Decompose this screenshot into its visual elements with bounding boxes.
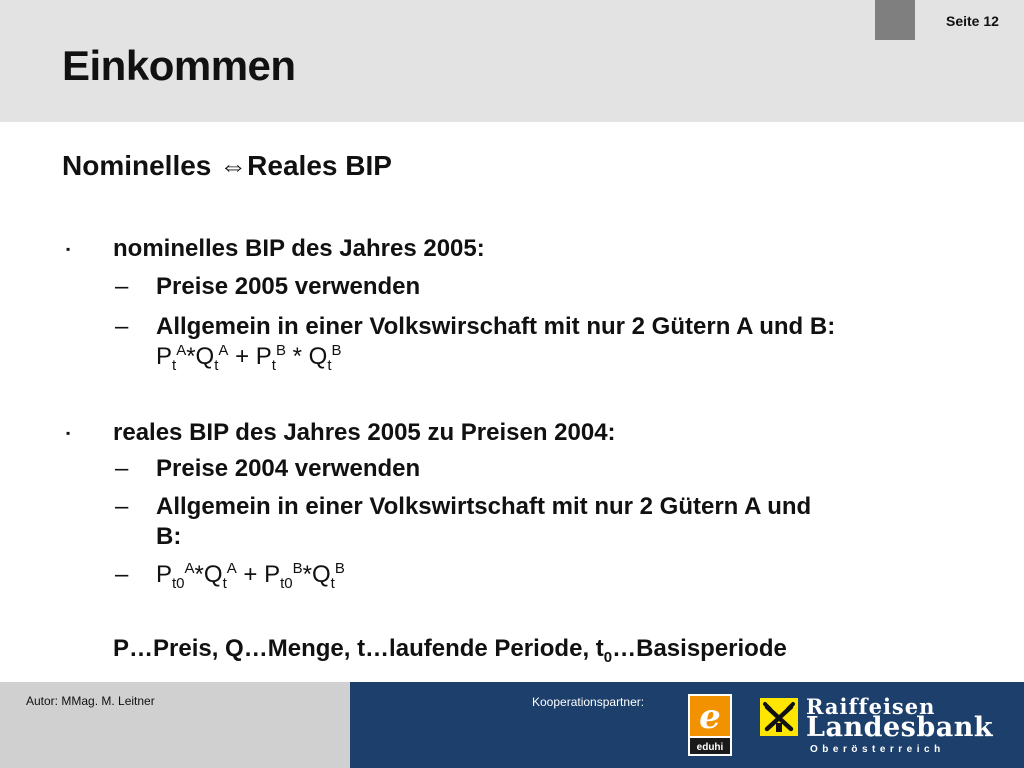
slide-header <box>0 0 1024 122</box>
bullet-2-sub-1: Preise 2004 verwenden <box>156 455 421 482</box>
variable-legend: P…Preis, Q…Menge, t…laufende Periode, $t_0\dots Basisperiode$ <box>113 635 787 666</box>
subtitle-left: Nominelles <box>62 150 212 181</box>
corner-decoration <box>875 0 915 40</box>
footer-author-panel <box>0 682 350 768</box>
eduhi-logo <box>688 694 732 756</box>
bullet-2-sub-2-line-2: B: <box>156 523 182 550</box>
author-label: Autor: MMag. M. Leitner <box>26 694 155 708</box>
bullet-2-text: reales BIP des Jahres 2005 zu Preisen 2004: <box>113 419 616 446</box>
dash-marker-icon: – <box>115 313 129 340</box>
cooperation-partner-label: Kooperationspartner: <box>532 695 645 709</box>
rlb-region: Oberösterreich <box>810 744 945 755</box>
bullet-2-sub-2-line-1: Allgemein in einer Volkswirtschaft mit nur 2 Gütern A und <box>156 493 812 520</box>
slide-footer <box>0 682 1024 768</box>
bullet-marker-icon: ▪ <box>66 242 71 256</box>
svg-text:eduhi: eduhi <box>696 742 724 753</box>
bullet-marker-icon: ▪ <box>66 426 71 440</box>
footer-partner-panel <box>350 682 1024 768</box>
rlb-name-line-2: Landesbank <box>806 712 994 743</box>
svg-text:e: e <box>699 697 721 737</box>
formula-real: $P_{t0}^A*Q_t^A + P_{t0}^B*Q_t^B$ <box>156 560 345 592</box>
raiffeisen-gable-cross-icon <box>760 698 798 736</box>
raiffeisen-landesbank-logo <box>760 696 1000 758</box>
subtitle-right: Reales BIP <box>247 150 392 181</box>
slide-content <box>0 122 1024 682</box>
dash-marker-icon: – <box>115 561 129 588</box>
dash-marker-icon: – <box>115 493 129 520</box>
bullet-1-sub-1: Preise 2005 verwenden <box>156 273 421 300</box>
bullet-1-sub-2: Allgemein in einer Volkswirschaft mit nur 2 Gütern A und B: <box>156 313 836 340</box>
slide-subtitle <box>62 150 392 182</box>
page-number: Seite 12 <box>946 13 999 29</box>
dash-marker-icon: – <box>115 455 129 482</box>
rlb-name-line-1: Raiffeisen <box>806 694 936 719</box>
slide-title: Einkommen <box>62 42 296 89</box>
bullet-1-text: nominelles BIP des Jahres 2005: <box>113 235 485 262</box>
double-arrow-icon: ⇔ <box>219 150 248 181</box>
formula-nominal: $P_t^A*Q_t^A + P_t^B * Q_t^B$ <box>156 342 342 374</box>
dash-marker-icon: – <box>115 273 129 300</box>
